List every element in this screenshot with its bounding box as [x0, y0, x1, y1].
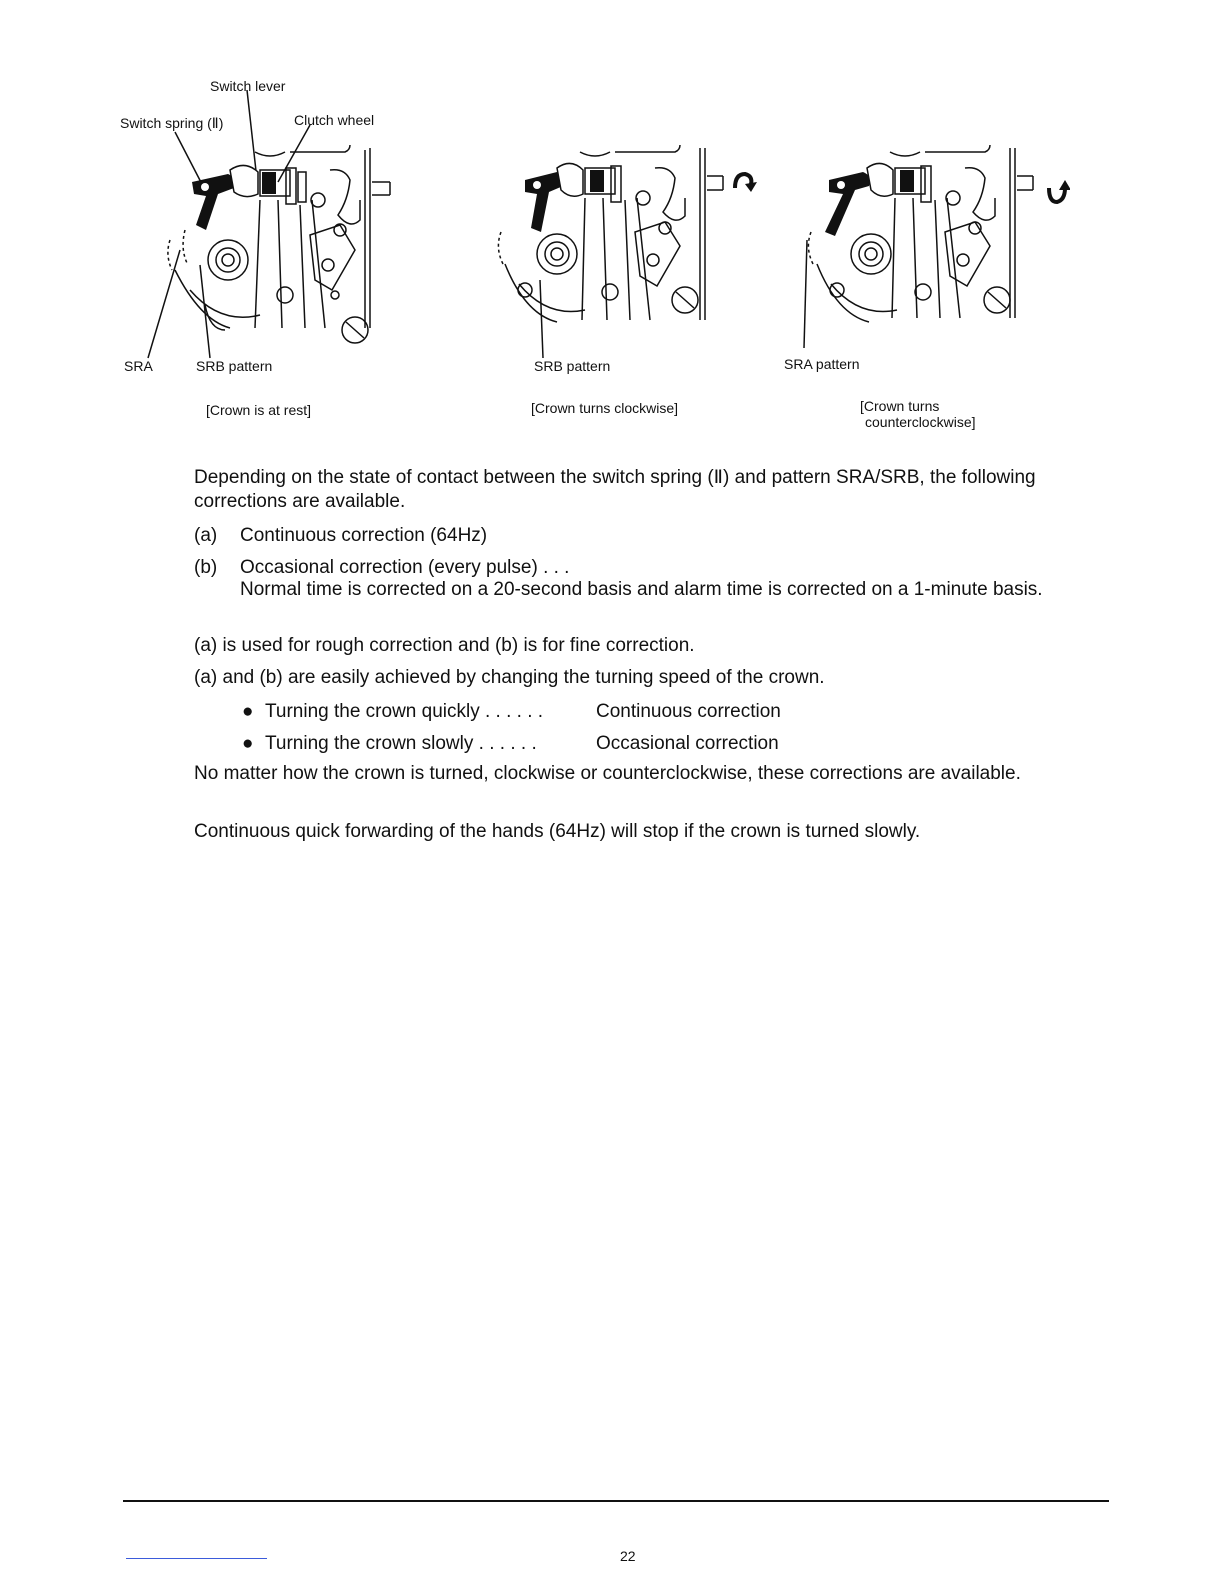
label-sra: SRA — [124, 358, 153, 374]
mechanism-diagram-clockwise — [485, 140, 760, 360]
paragraph-no-matter: No matter how the crown is turned, clockwise or counterclockwise, these corrections are available. — [194, 763, 1021, 784]
item-b-text: Occasional correction (every pulse) . . . — [240, 557, 570, 578]
paragraph-continuous-stop: Continuous quick forwarding of the hands (64Hz) will stop if the crown is turned slowly. — [194, 821, 921, 842]
caption-crown-ccw-line1: [Crown turns — [860, 398, 940, 414]
label-srb-pattern-2: SRB pattern — [534, 358, 611, 374]
label-sra-pattern: SRA pattern — [784, 356, 860, 372]
counterclockwise-arrow-icon — [1049, 180, 1070, 202]
mechanism-diagram-rest — [110, 90, 400, 360]
item-a-text: Continuous correction (64Hz) — [240, 525, 488, 546]
bullet-dot-icon: ● — [242, 733, 254, 754]
label-switch-spring: Switch spring (Ⅱ) — [120, 115, 224, 131]
item-b-marker: (b) — [194, 557, 218, 578]
switch-spring-shape — [192, 174, 235, 230]
caption-crown-at-rest: [Crown is at rest] — [206, 402, 312, 418]
bullet1-condition: Turning the crown quickly . . . . . . — [265, 701, 544, 722]
caption-crown-ccw-line2: counterclockwise] — [865, 414, 976, 430]
bullet-dot-icon: ● — [242, 701, 254, 722]
footer-blue-line — [126, 1558, 267, 1559]
page-number: 22 — [620, 1548, 636, 1564]
clockwise-arrow-icon — [735, 174, 757, 192]
paragraph-speed: (a) and (b) are easily achieved by changing the turning speed of the crown. — [194, 667, 825, 688]
item-b-detail: Normal time is corrected on a 20-second basis and alarm time is corrected on a 1-minute basis. — [240, 579, 1043, 600]
label-srb-pattern-1: SRB pattern — [196, 358, 273, 374]
item-a-marker: (a) — [194, 525, 218, 546]
bullet1-result: Continuous correction — [596, 701, 781, 722]
paragraph-intro: Depending on the state of contact between the switch spring (Ⅱ) and pattern SRA/SRB, the following corrections are available. — [194, 467, 1036, 512]
paragraph-rough-fine: (a) is used for rough correction and (b) is for fine correction. — [194, 635, 695, 656]
label-clutch-wheel: Clutch wheel — [294, 112, 375, 128]
caption-crown-clockwise: [Crown turns clockwise] — [531, 400, 679, 416]
bullet2-condition: Turning the crown slowly . . . . . . — [265, 733, 537, 754]
footer-rule — [123, 1500, 1109, 1502]
label-switch-lever: Switch lever — [210, 78, 286, 94]
mechanism-diagram-counterclockwise — [795, 140, 1070, 350]
bullet2-result: Occasional correction — [596, 733, 779, 754]
